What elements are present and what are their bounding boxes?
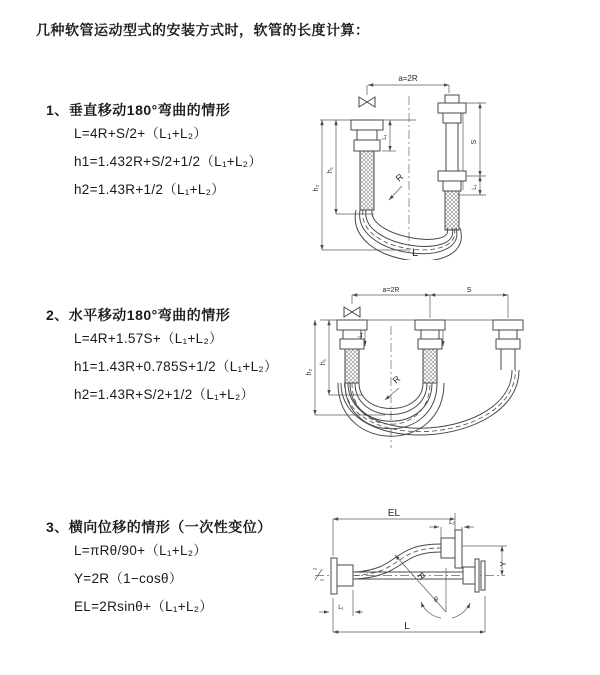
section-3-formula-1: L=πRθ/90+（L₁+L₂） — [74, 543, 208, 558]
section-3-heading: 3、横向位移的情形（一次性变位） — [46, 519, 272, 535]
d3-dim-y-label: Y — [499, 561, 508, 567]
datum-tick — [313, 569, 324, 580]
d1-dim-h2-label: h₂ — [313, 184, 320, 192]
section-2-formula-2: h1=1.43R+0.785S+1/2（L₁+L₂） — [74, 359, 278, 374]
section-1-formula-2: h1=1.432R+S/2+1/2（L₁+L₂） — [74, 154, 263, 169]
section-1-formula-3: h2=1.43R+1/2（L₁+L₂） — [74, 182, 225, 197]
d1-dim-a-label: a=2R — [398, 74, 418, 83]
section-1-heading: 1、垂直移动180°弯曲的情形 — [46, 102, 231, 118]
d3-dim-l1-label: L₁ — [338, 605, 344, 611]
d2-dim-l1-label: L₁ — [358, 332, 364, 338]
d2-radius-label: R — [390, 373, 403, 386]
d3-upper-flange — [441, 530, 462, 568]
section-3-formula-2: Y=2R（1−cosθ） — [74, 571, 183, 586]
page-title: 几种软管运动型式的安装方式时，软管的长度计算： — [36, 22, 370, 38]
d1-dim-s-label: S — [471, 139, 478, 145]
d1-left-fitting — [351, 120, 383, 210]
d1-dim-l1-left-label: L₁ — [382, 134, 388, 140]
d3-left-flange — [331, 558, 353, 594]
d2-dim-a-label: a=2R — [382, 287, 400, 294]
d2-middle-fitting — [415, 320, 445, 383]
section-2-heading: 2、水平移动180°弯曲的情形 — [46, 307, 231, 323]
section-1-formula-1: L=4R+S/2+（L₁+L₂） — [74, 126, 208, 141]
section-2-formula-3: h2=1.43R+S/2+1/2（L₁+L₂） — [74, 387, 255, 402]
section-3-formula-3: EL=2Rsinθ+（L₁+L₂） — [74, 599, 214, 614]
d3-dim-el-label: EL — [387, 508, 401, 519]
d3-dim-l2-label: L₂ — [449, 520, 455, 526]
d1-dim-l1-right-label: L₁ — [472, 184, 478, 190]
diagram-vertical-180-bend — [312, 64, 584, 260]
diagram-lateral-displacement — [305, 508, 600, 658]
diagram-horizontal-180-bend — [305, 282, 595, 462]
d3-theta-label: θ — [434, 597, 438, 604]
d1-radius-label: R — [393, 171, 406, 184]
d2-right-fitting — [493, 320, 523, 370]
section-3 — [46, 517, 272, 621]
d2-dim-s-label: S — [466, 287, 472, 294]
section-2-formula-1: L=4R+1.57S+（L₁+L₂） — [74, 331, 223, 346]
valve-icon — [344, 307, 360, 317]
d2-labels — [306, 287, 472, 385]
valve-icon — [359, 97, 375, 107]
d1-dim-h1-label: h₁ — [327, 166, 334, 174]
d2-left-fitting — [337, 320, 367, 383]
d3-length-label: L — [404, 621, 410, 632]
section-1 — [46, 100, 262, 204]
section-2 — [46, 305, 278, 409]
d1-right-fitting — [438, 95, 466, 230]
d3-hose-s-curve — [355, 544, 441, 579]
d3-radius-label: R — [415, 570, 428, 583]
d1-length-label: L — [411, 247, 419, 259]
d3-right-flange — [463, 559, 485, 592]
d2-dim-h1-label: h₁ — [320, 358, 327, 366]
d2-dim-h2-label: h₂ — [306, 368, 313, 376]
